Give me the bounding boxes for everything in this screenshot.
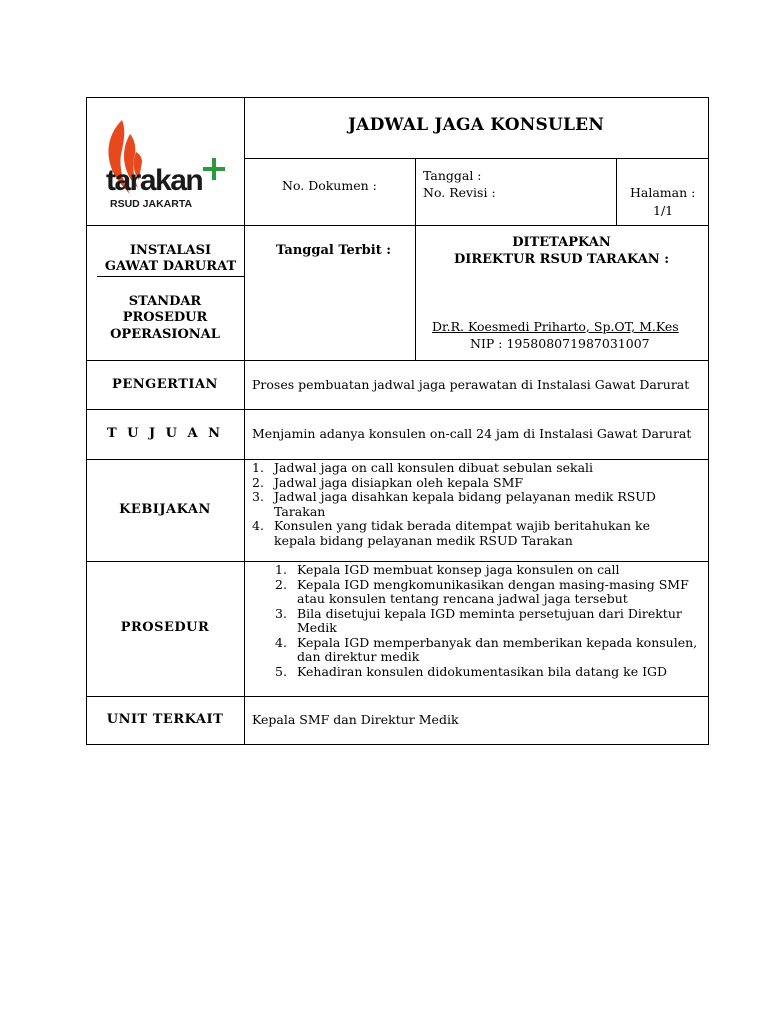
row-line-unit bbox=[86, 696, 709, 697]
list-item: 1. Jadwal jaga on call konsulen dibuat sebulan sekali bbox=[252, 460, 594, 475]
director-nip: NIP : 195808071987031007 bbox=[470, 336, 650, 351]
spo-line-3: OPERASIONAL bbox=[110, 327, 220, 342]
spo-line-1: STANDAR bbox=[128, 294, 202, 309]
list-item: 4. Kepala IGD memperbanyak dan memberikan kepada konsulen, dan direktur medik bbox=[275, 634, 698, 664]
table-border-top bbox=[86, 97, 709, 98]
list-item: 5. Kehadiran konsulen didokumentasikan bila datang ke IGD bbox=[275, 663, 668, 679]
table-border-left bbox=[86, 97, 87, 745]
ditetapkan-line-2: DIREKTUR RSUD TARAKAN : bbox=[453, 252, 670, 267]
kebijakan-label: KEBIJAKAN bbox=[119, 502, 211, 517]
tanggal-terbit-label: Tanggal Terbit : bbox=[276, 243, 392, 258]
header-bottom-line bbox=[86, 225, 709, 226]
column-divider-main bbox=[244, 97, 245, 745]
list-item: 3. Jadwal jaga disahkan kepala bidang pelayanan medik RSUD Tarakan bbox=[252, 489, 656, 519]
halaman-label: Halaman : bbox=[630, 185, 696, 200]
tujuan-label: T U J U A N bbox=[106, 426, 224, 441]
list-item: 1. Kepala IGD membuat konsep jaga konsulen on call bbox=[275, 562, 620, 577]
tujuan-text: Menjamin adanya konsulen on-call 24 jam di Instalasi Gawat Darurat bbox=[252, 426, 692, 441]
header-divider bbox=[244, 158, 709, 159]
instalasi-underline bbox=[97, 276, 244, 277]
document-title: JADWAL JAGA KONSULEN bbox=[347, 115, 605, 135]
list-item: 2. Kepala IGD mengkomunikasikan dengan masing-masing SMF atau konsulen tentang rencana jadwal jaga tersebut bbox=[275, 576, 689, 606]
spo-line-2: PROSEDUR bbox=[122, 310, 208, 325]
table-border-right bbox=[708, 97, 709, 745]
table-border-bottom bbox=[86, 744, 709, 745]
kebijakan-list bbox=[252, 461, 692, 548]
tanggal-label: Tanggal : bbox=[423, 168, 482, 183]
pengertian-text: Proses pembuatan jadwal jaga perawatan di Instalasi Gawat Darurat bbox=[252, 377, 690, 392]
unit-terkait-text: Kepala SMF dan Direktur Medik bbox=[252, 712, 459, 727]
list-item: 3. Bila disetujui kepala IGD meminta persetujuan dari Direktur Medik bbox=[275, 605, 682, 635]
pengertian-label: PENGERTIAN bbox=[112, 377, 218, 392]
row-line-tujuan bbox=[86, 409, 709, 410]
prosedur-list bbox=[275, 563, 700, 679]
list-item: 4. Konsulen yang tidak berada ditempat wajib beritahukan ke kepala bidang pelayanan medik RSUD Tarakan bbox=[252, 518, 650, 548]
row-line-pengertian bbox=[86, 360, 709, 361]
list-item: 2. Jadwal jaga disiapkan oleh kepala SMF bbox=[252, 474, 524, 490]
halaman-value: 1/1 bbox=[653, 203, 674, 218]
hospital-logo bbox=[100, 112, 235, 216]
column-divider-page bbox=[616, 158, 617, 225]
no-revisi-label: No. Revisi : bbox=[423, 185, 496, 200]
unit-terkait-label: UNIT TERKAIT bbox=[106, 712, 224, 727]
ditetapkan-line-1: DITETAPKAN bbox=[512, 235, 611, 250]
logo-wordmark: tarakan bbox=[106, 164, 203, 197]
logo-subtitle: RSUD JAKARTA bbox=[110, 198, 193, 210]
instalasi-line-1: INSTALASI bbox=[129, 243, 212, 258]
no-dokumen-label: No. Dokumen : bbox=[282, 178, 377, 193]
director-name: Dr.R. Koesmedi Priharto, Sp.OT, M.Kes bbox=[432, 319, 679, 334]
instalasi-line-2: GAWAT DARURAT bbox=[104, 259, 237, 274]
prosedur-label: PROSEDUR bbox=[120, 620, 210, 635]
